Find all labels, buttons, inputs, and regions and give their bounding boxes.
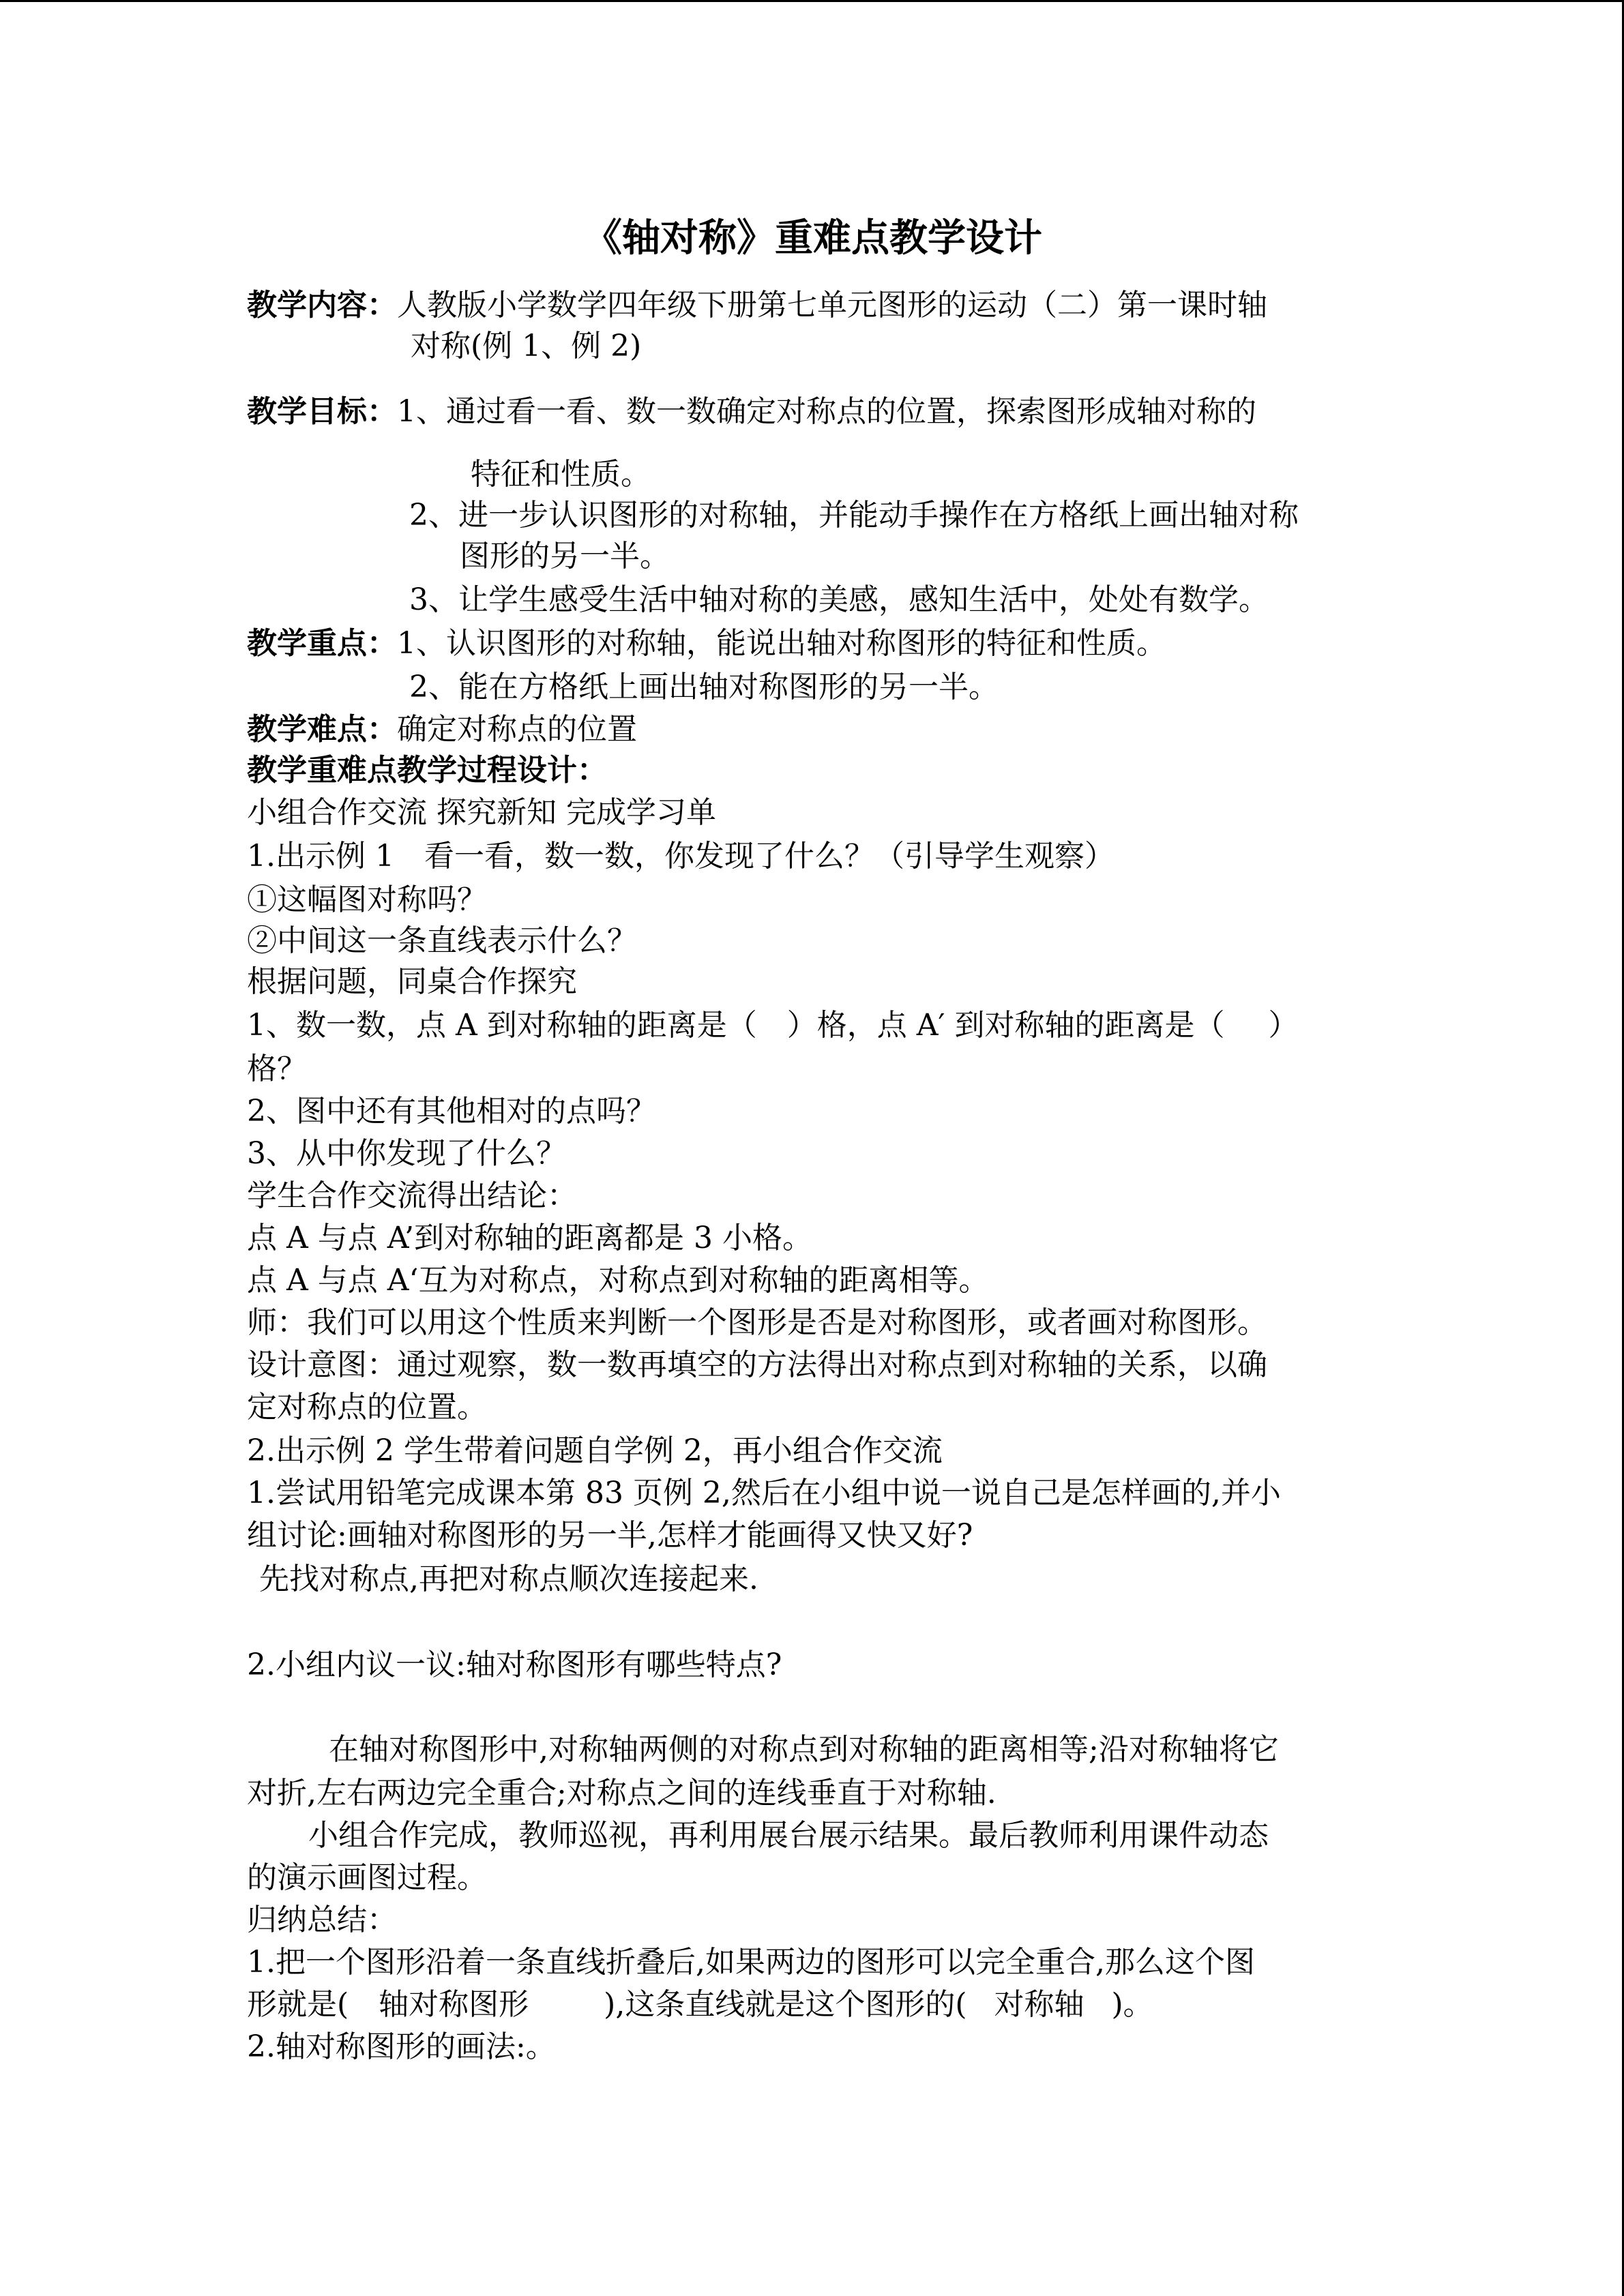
content-text-1: 人教版小学数学四年级下册第七单元图形的运动（二）第一课时轴	[397, 288, 1267, 323]
body-line	[247, 1984, 1153, 2025]
body-line: 学生合作交流得出结论：	[247, 1178, 577, 1213]
definition-suffix: )。	[1111, 1987, 1153, 2022]
page-top-border	[0, 0, 1624, 2]
distance-question: 1、数一数，点 A 到对称轴的距离是（ ）格，点 A′ 到对称轴的距离是（	[247, 1008, 1225, 1043]
body-line: 定对称点的位置。	[247, 1390, 487, 1425]
goal-3-text: 3、让学生感受生活中轴对称的美感，感知生活中，处处有数学。	[409, 582, 1269, 617]
answer-axis-figure: 轴对称图形	[379, 1987, 529, 2022]
page-title: 《轴对称》重难点教学设计	[584, 216, 1042, 260]
body-line: 组讨论:画轴对称图形的另一半,怎样才能画得又快又好?	[247, 1518, 973, 1553]
difficulty-line	[247, 709, 637, 750]
body-line: 2、图中还有其他相对的点吗？	[247, 1094, 656, 1129]
content-line-2: 对称(例 1、例 2)	[411, 329, 642, 363]
process-heading: 教学重难点教学过程设计：	[247, 753, 607, 788]
definition-prefix: 形就是(	[247, 1987, 349, 2022]
body-line: 1.把一个图形沿着一条直线折叠后,如果两边的图形可以完全重合,那么这个图	[247, 1945, 1255, 1980]
body-line: 小组合作交流 探究新知 完成学习单	[247, 795, 716, 830]
body-line: 2.出示例 2 学生带着问题自学例 2，再小组合作交流	[247, 1433, 943, 1468]
goals-line-1	[247, 391, 1256, 432]
body-line: ①这幅图对称吗？	[247, 882, 487, 917]
key-point-2: 2、能在方格纸上画出轴对称图形的另一半。	[409, 670, 999, 704]
body-line: ②中间这一条直线表示什么？	[247, 923, 637, 958]
content-line-1	[247, 285, 1267, 326]
closing-paren: ）	[1268, 1008, 1299, 1043]
body-line: 对折,左右两边完全重合;对称点之间的连线垂直于对称轴.	[247, 1776, 996, 1810]
key-line-1	[247, 623, 1166, 664]
body-line: 1.出示例 1 看一看，数一数，你发现了什么？（引导学生观察）	[247, 839, 1114, 874]
difficulty-label: 教学难点：	[247, 712, 397, 747]
body-line: 点 A 与点 A‘互为对称点，对称点到对称轴的距离相等。	[247, 1263, 989, 1298]
goal-1-continued: 特征和性质。	[471, 457, 651, 492]
goal-1-text: 1、通过看一看、数一数确定对称点的位置，探索图形成轴对称的	[397, 394, 1256, 429]
key-label: 教学重点：	[247, 626, 397, 661]
difficulty-text: 确定对称点的位置	[397, 712, 637, 747]
body-line: 师：我们可以用这个性质来判断一个图形是否是对称图形，或者画对称图形。	[247, 1305, 1267, 1340]
body-line: 小组合作完成，教师巡视，再利用展台展示结果。最后教师利用课件动态	[308, 1818, 1269, 1853]
content-label: 教学内容：	[247, 288, 397, 323]
goals-label: 教学目标：	[247, 394, 397, 429]
goal-2-text: 2、进一步认识图形的对称轴，并能动手操作在方格纸上画出轴对称	[409, 498, 1299, 533]
answer-symmetry-axis: 对称轴	[994, 1987, 1084, 2022]
body-line: 根据问题，同桌合作探究	[247, 964, 577, 999]
body-line: 设计意图：通过观察，数一数再填空的方法得出对称点到对称轴的关系，以确	[247, 1347, 1267, 1382]
body-line	[247, 1005, 1298, 1046]
body-line: 的演示画图过程。	[247, 1860, 487, 1895]
body-line: 2.轴对称图形的画法:。	[247, 2029, 556, 2064]
definition-middle: ),这条直线就是这个图形的(	[604, 1987, 967, 2022]
body-line: 2.小组内议一议:轴对称图形有哪些特点?	[247, 1648, 782, 1682]
key-point-1: 1、认识图形的对称轴，能说出轴对称图形的特征和性质。	[397, 626, 1166, 661]
body-line: 归纳总结：	[247, 1903, 397, 1937]
body-line: 3、从中你发现了什么？	[247, 1136, 566, 1171]
body-line: 在轴对称图形中,对称轴两侧的对称点到对称轴的距离相等;沿对称轴将它	[329, 1732, 1279, 1767]
body-line: 1.尝试用铅笔完成课本第 83 页例 2,然后在小组中说一说自己是怎样画的,并小	[247, 1476, 1281, 1510]
body-line: 格？	[247, 1052, 307, 1086]
body-line: 先找对称点,再把对称点顺次连接起来.	[259, 1562, 758, 1596]
body-line: 点 A 与点 A’到对称轴的距离都是 3 小格。	[247, 1221, 812, 1255]
goal-2-continued: 图形的另一半。	[460, 539, 670, 573]
